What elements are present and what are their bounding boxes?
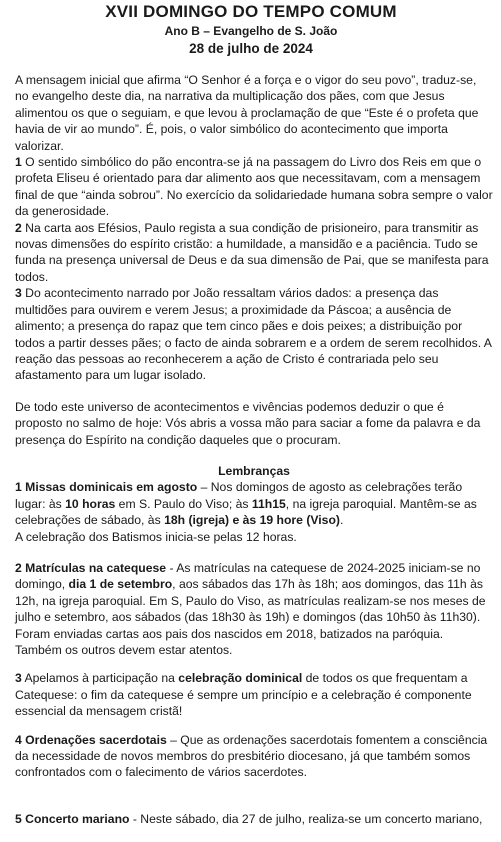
point-1-number: 1 — [15, 155, 22, 170]
page-title: XVII DOMINGO DO TEMPO COMUM — [105, 2, 397, 21]
lembranca-3-number: 3 — [15, 671, 22, 686]
lembranca-4-title: 4 Ordenações sacerdotais — [15, 732, 167, 747]
lembranca-1-line2: A celebração dos Batismos inicia-se pelas 12 horas. — [15, 529, 297, 544]
point-1 — [15, 154, 493, 220]
lembranca-1 — [15, 479, 493, 528]
bulletin-body — [15, 72, 493, 827]
lembranca-1-time-b: 11h15 — [251, 496, 286, 511]
lembranca-2-text-b: , aos sábados das 17h às 18h; aos domingos, das 11h às 12h, na igreja paroquial. Em S, Paulo do Viso, as matrículas realizam-se nos meses de julho e setembro, aos sábados (das 18h30 às 19h) e domingos (das 10h50 às 11h30). Foram enviadas cartas aos pais dos nascidos em 2018, batizados na paróquia. Também os outros devem estar atentos. — [15, 577, 486, 657]
lembranca-2-date: dia 1 de setembro — [68, 577, 173, 592]
lembranca-1-text-d: . — [339, 513, 344, 528]
page-subtitle: Ano B – Evangelho de S. João — [164, 24, 338, 38]
page-date: 28 de julho de 2024 — [189, 41, 313, 56]
intro-paragraph: A mensagem inicial que afirma “O Senhor é a força e o vigor do seu povo”, traduz-se, no evangelho deste dia, na narrativa da multiplicação dos pães, com que Jesus alimentou os que o seguiam, e que levou à proclamação de que “Este é o profeta que havia de vir ao mundo”. É, pois, o valor simbólico do acontecimento que importa valorizar. — [15, 73, 479, 153]
lembranca-2-text-a: - As matrículas na catequese de 2024-2025 iniciam-se no domingo, — [15, 560, 481, 592]
point-3-number: 3 — [15, 286, 22, 301]
point-3-text: Do acontecimento narrado por João ressaltam vários dados: a presença das multidões para ouvirem e verem Jesus; a proximidade da Páscoa; a ausência de alimento; a presença do rapaz que tem cinco pães e dois peixes; a distribuição por todos a partir desses pães; o facto de ainda sobrarem e a ordem de serem recolhidos. A reação das pessoas ao reconhecerem a ação de Cristo é contrariada pelo seu afastamento para um lugar isolado. — [15, 286, 492, 383]
point-1-text: O sentido simbólico do pão encontra-se já na passagem do Livro dos Reis em que o profeta Eliseu é orientado para dar alimento aos que necessitavam, com a mensagem final de que “ainda sobrou”. No exercício da solidariedade humana sobra sempre o valor da generosidade. — [15, 155, 493, 219]
lembranca-1-time-a: 10 horas — [65, 496, 116, 511]
lembranca-3-emphasis: celebração dominical — [178, 671, 303, 686]
point-2 — [15, 220, 493, 286]
lembranca-1-text-b: em S. Paulo do Viso; às — [115, 496, 252, 511]
lembranca-5-text: - Neste sábado, dia 27 de julho, realiza-se um concerto mariano, — [129, 811, 483, 826]
lembranca-1-text-c: , na igreja paroquial. Mantêm-se as celebrações de sábado, às — [15, 496, 477, 528]
lembranca-3 — [15, 670, 493, 719]
lembranca-2-title: 2 Matrículas na catequese — [15, 560, 167, 575]
lembranca-1-title: 1 Missas dominicais em agosto — [15, 480, 198, 495]
lembranca-4 — [15, 732, 493, 781]
point-2-text: Na carta aos Efésios, Paulo regista a sua condição de prisioneiro, para transmitir as novas dimensões do espírito cristão: a humildade, a mansidão e a paciência. Tudo se funda na presença universal de Deus e da sua dimensão de Pai, que se manifesta para todos. — [15, 220, 489, 284]
lembranca-4-text: – Que as ordenações sacerdotais fomentem a consciência da necessidade de novos membros do presbitério diocesano, já que também somos confrontados com o falecimento de vários sacerdotes. — [15, 732, 488, 780]
lembranca-5 — [15, 811, 493, 827]
lembranca-5-title: 5 Concerto mariano — [15, 811, 130, 826]
lembranca-3-text-a: Apelamos à participação na — [21, 671, 179, 686]
lembranca-1-time-c: 18h (igreja) e às 19 hore (Viso) — [164, 513, 340, 528]
lembranca-1-text-a: – Nos domingos de agosto as celebrações terão lugar: às — [15, 480, 463, 511]
point-2-number: 2 — [15, 220, 22, 235]
point-3 — [15, 285, 493, 383]
lembranca-2 — [15, 560, 493, 658]
lembrancas-heading: Lembranças — [218, 463, 290, 478]
conclusion-paragraph: De todo este universo de acontecimentos e vivências podemos deduzir o que é proposto no salmo de hoje: Vós abris a vossa mão para saciar a fome da palavra e da presença do Espírito na condição daqueles que o procuram. — [15, 399, 481, 447]
lembranca-3-text-b: de todos os que frequentam a Catequese: o fim da catequese é sempre um princípio e a celebração é componente essencial da mensagem cristã! — [15, 671, 472, 719]
